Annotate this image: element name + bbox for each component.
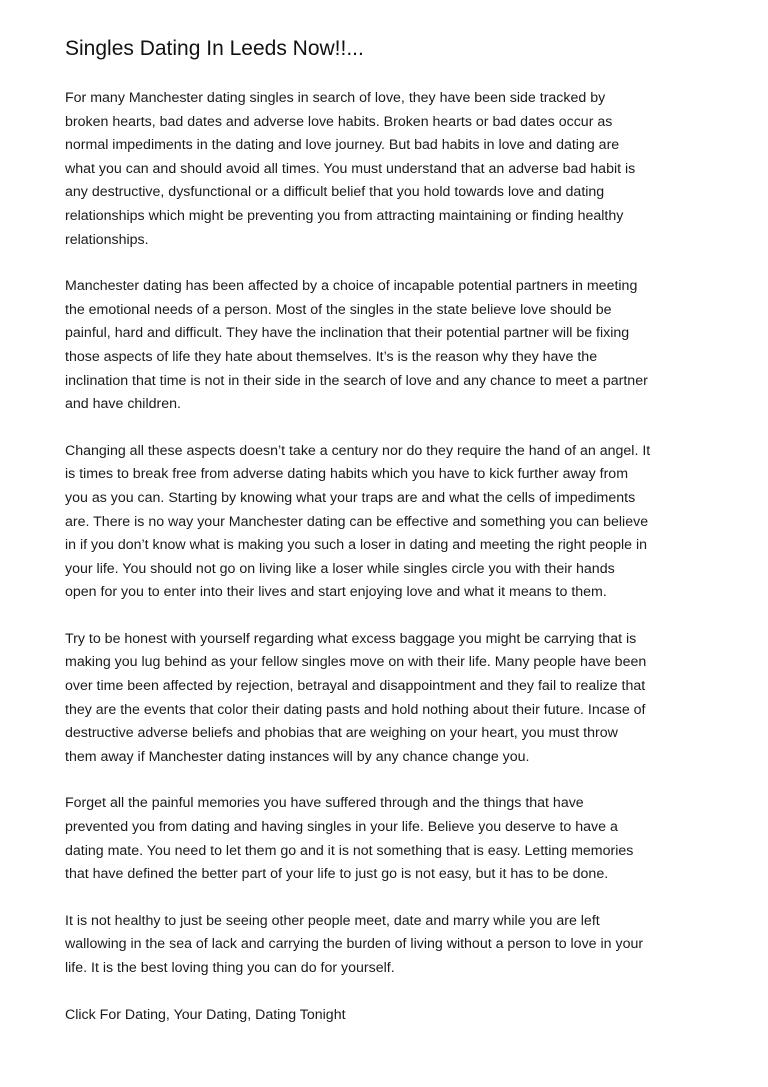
text-line: For many Manchester dating singles in search of love, they have been side tracked by: [65, 90, 606, 106]
text-line: Manchester dating has been affected by a choice of incapable potential partners in meeting: [65, 278, 638, 295]
text-line: relationships which might be preventing you from attracting maintaining or finding healthy: [65, 207, 624, 224]
text-line: Try to be honest with yourself regarding what excess baggage you might be carrying that is: [65, 630, 637, 647]
document-body: [65, 87, 715, 1027]
link-separator: ,: [247, 1006, 256, 1023]
text-line: is times to break free from adverse dating habits which you have to kick further away from: [65, 466, 629, 483]
text-line: Forget all the painful memories you have suffered through and the things that have: [65, 795, 584, 812]
text-line: open for you to enter into their lives and start enjoying love and what it means to them.: [65, 584, 607, 601]
text-line: relationships.: [65, 231, 149, 248]
text-line: life. It is the best loving thing you can do for yourself.: [65, 960, 395, 976]
paragraph-2: [65, 275, 715, 417]
text-line: and have children.: [65, 396, 181, 413]
text-line: you as you can. Starting by knowing what your traps are and what the cells of impediments: [65, 489, 636, 506]
link-your-dating[interactable]: Your Dating: [173, 1006, 248, 1023]
text-line: dating mate. You need to let them go and it is not something that is easy. Letting memories: [65, 842, 634, 859]
text-line: painful, hard and difficult. They have the inclination that their potential partner will be fixing: [65, 325, 630, 342]
text-line: they are the events that color their dating pasts and hold nothing about their future. Incase of: [65, 701, 646, 718]
text-line: wallowing in the sea of lack and carrying the burden of living without a person to love in your: [65, 936, 644, 953]
paragraph-6: [65, 910, 715, 981]
text-line: any destructive, dysfunctional or a difficult belief that you hold towards love and dating: [65, 184, 605, 201]
text-line: those aspects of life they hate about themselves. It’s is the reason why they have the: [65, 348, 598, 365]
paragraph-5: [65, 792, 715, 886]
text-line: the emotional needs of a person. Most of the singles in the state believe love should be: [65, 301, 612, 318]
paragraph-1: [65, 87, 715, 252]
text-line: in if you don’t know what is making you such a loser in dating and meeting the right people in: [65, 537, 648, 554]
link-dating-tonight[interactable]: Dating Tonight: [255, 1006, 346, 1023]
text-line: destructive adverse beliefs and phobias that are weighing on your heart, you must throw: [65, 725, 618, 742]
text-line: over time been affected by rejection, betrayal and disappointment and they fail to realize that: [65, 678, 646, 695]
link-click-for-dating[interactable]: Click For Dating: [65, 1006, 166, 1023]
text-line: are. There is no way your Manchester dating can be effective and something you can believe: [65, 513, 649, 530]
text-line: normal impediments in the dating and love journey. But bad habits in love and dating are: [65, 137, 620, 154]
footer-links: [65, 1004, 715, 1028]
text-line: them away if Manchester dating instances will by any chance change you.: [65, 748, 530, 765]
link-separator: ,: [165, 1006, 174, 1023]
text-line: broken hearts, bad dates and adverse love habits. Broken hearts or bad dates occur as: [65, 113, 613, 130]
document-title: Singles Dating In Leeds Now!!...: [65, 37, 364, 60]
text-line: making you lug behind as your fellow singles move on with their life. Many people have been: [65, 654, 647, 671]
text-line: Changing all these aspects doesn’t take a century nor do they require the hand of an angel. It: [65, 442, 651, 459]
text-line: inclination that time is not in their side in the search of love and any chance to meet a partner: [65, 372, 648, 389]
paragraph-3: [65, 440, 715, 605]
text-line: your life. You should not go on living like a loser while singles circle you with their hands: [65, 560, 615, 577]
text-line: prevented you from dating and having singles in your life. Believe you deserve to have a: [65, 819, 618, 836]
text-line: It is not healthy to just be seeing other people meet, date and marry while you are left: [65, 912, 600, 929]
text-line: that have defined the better part of your life to just go is not easy, but it has to be done.: [65, 866, 609, 883]
text-line: what you can and should avoid all times. You must understand that an adverse bad habit is: [65, 160, 636, 177]
paragraph-4: [65, 628, 715, 770]
